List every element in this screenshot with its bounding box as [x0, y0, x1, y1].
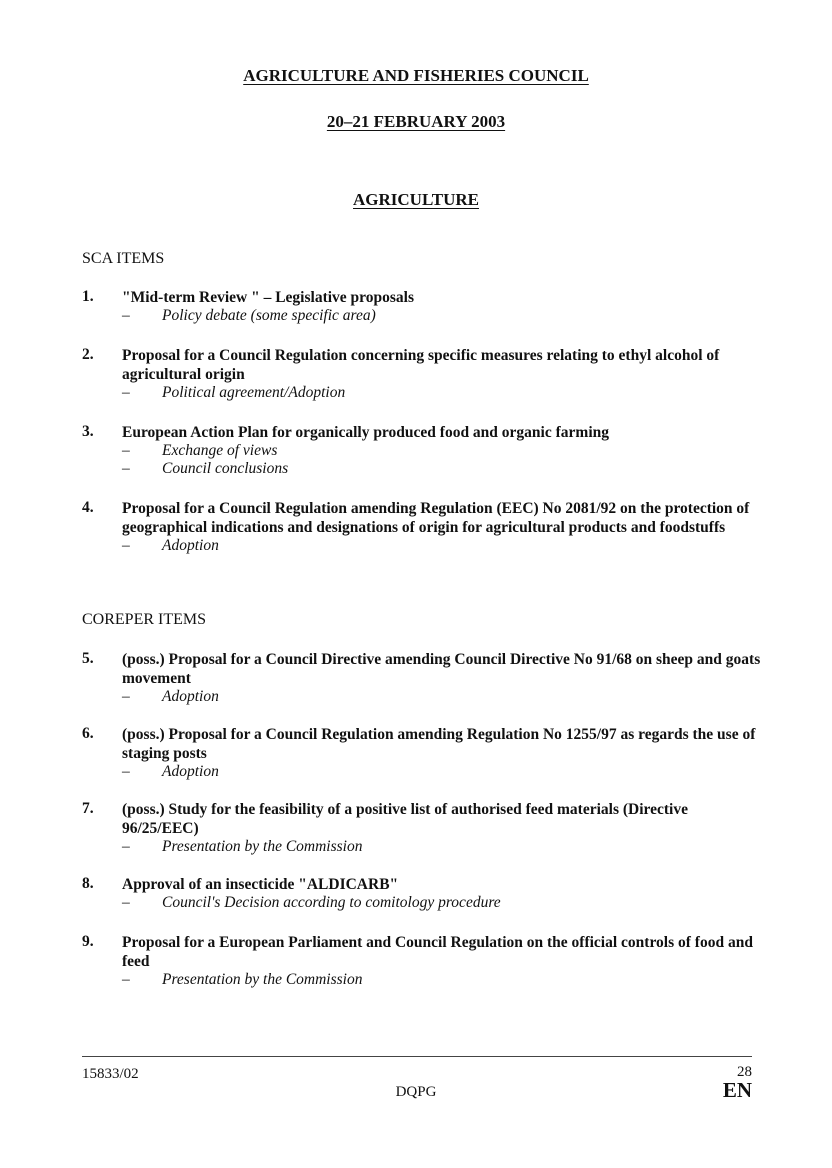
page-number: 28 [737, 1064, 752, 1080]
agenda-item [82, 346, 762, 402]
item-title: Proposal for a Council Regulation amending Regulation (EEC) No 2081/92 on the protection of geographical indications and designations of origin for agricultural products and foodstuffs [122, 500, 750, 536]
item-sub [122, 537, 762, 555]
item-number: 2. [82, 346, 94, 363]
item-sub [122, 763, 762, 781]
item-number: 9. [82, 933, 94, 950]
dash: – [122, 971, 130, 988]
item-number: 8. [82, 875, 94, 892]
item-title: Proposal for a European Parliament and Council Regulation on the official controls of food and feed [122, 934, 753, 970]
item-sub-text: Presentation by the Commission [162, 971, 363, 988]
section-heading-coreper: COREPER ITEMS [82, 611, 207, 628]
item-number: 5. [82, 650, 94, 667]
item-sub [122, 442, 762, 460]
item-sub-text: Adoption [162, 688, 219, 705]
council-title: AGRICULTURE AND FISHERIES COUNCIL [243, 66, 589, 85]
item-number: 7. [82, 800, 94, 817]
item-sub [122, 894, 762, 912]
item-sub-text: Exchange of views [162, 442, 278, 459]
item-number: 3. [82, 423, 94, 440]
item-title: Proposal for a Council Regulation concerning specific measures relating to ethyl alcohol of agricultural origin [122, 347, 720, 383]
item-sub [122, 971, 762, 989]
item-sub [122, 307, 762, 325]
dash: – [122, 763, 130, 780]
agenda-item [82, 288, 762, 325]
item-number: 6. [82, 725, 94, 742]
item-sub [122, 384, 762, 402]
item-sub [122, 838, 762, 856]
footer-divider [82, 1056, 752, 1057]
dash: – [122, 537, 130, 554]
agenda-item [82, 933, 762, 989]
item-sub-text: Council conclusions [162, 460, 289, 477]
agenda-item [82, 875, 762, 912]
agenda-topic: AGRICULTURE [353, 190, 479, 209]
dash: – [122, 688, 130, 705]
agenda-item [82, 650, 762, 706]
item-title: Approval of an insecticide "ALDICARB" [122, 876, 399, 893]
item-title: (poss.) Proposal for a Council Regulation amending Regulation No 1255/97 as regards the use of staging posts [122, 726, 756, 762]
agenda-item [82, 423, 762, 478]
department-code: DQPG [395, 1084, 437, 1100]
language-code: EN [722, 1078, 752, 1102]
item-title: "Mid-term Review " – Legislative proposals [122, 289, 415, 306]
section-heading-sca: SCA ITEMS [82, 250, 165, 267]
item-sub [122, 460, 762, 478]
meeting-dates: 20–21 FEBRUARY 2003 [326, 112, 506, 131]
item-sub [122, 688, 762, 706]
item-title: European Action Plan for organically produced food and organic farming [122, 424, 609, 441]
item-number: 4. [82, 499, 94, 516]
agenda-item [82, 800, 762, 856]
item-sub-text: Political agreement/Adoption [162, 384, 346, 401]
dash: – [122, 384, 130, 401]
dash: – [122, 460, 130, 477]
item-title: (poss.) Study for the feasibility of a positive list of authorised feed materials (Directive 96/25/EEC) [122, 801, 688, 837]
item-sub-text: Adoption [162, 537, 219, 554]
item-title: (poss.) Proposal for a Council Directive amending Council Directive No 91/68 on sheep and goats movement [122, 651, 761, 687]
agenda-item [82, 499, 762, 555]
item-sub-text: Council's Decision according to comitology procedure [162, 894, 501, 911]
dash: – [122, 838, 130, 855]
document-reference: 15833/02 [82, 1066, 139, 1082]
dash: – [122, 307, 130, 324]
dash: – [122, 894, 130, 911]
item-number: 1. [82, 288, 94, 305]
item-sub-text: Presentation by the Commission [162, 838, 363, 855]
dash: – [122, 442, 130, 459]
item-sub-text: Adoption [162, 763, 219, 780]
agenda-item [82, 725, 762, 781]
item-sub-text: Policy debate (some specific area) [162, 307, 376, 324]
